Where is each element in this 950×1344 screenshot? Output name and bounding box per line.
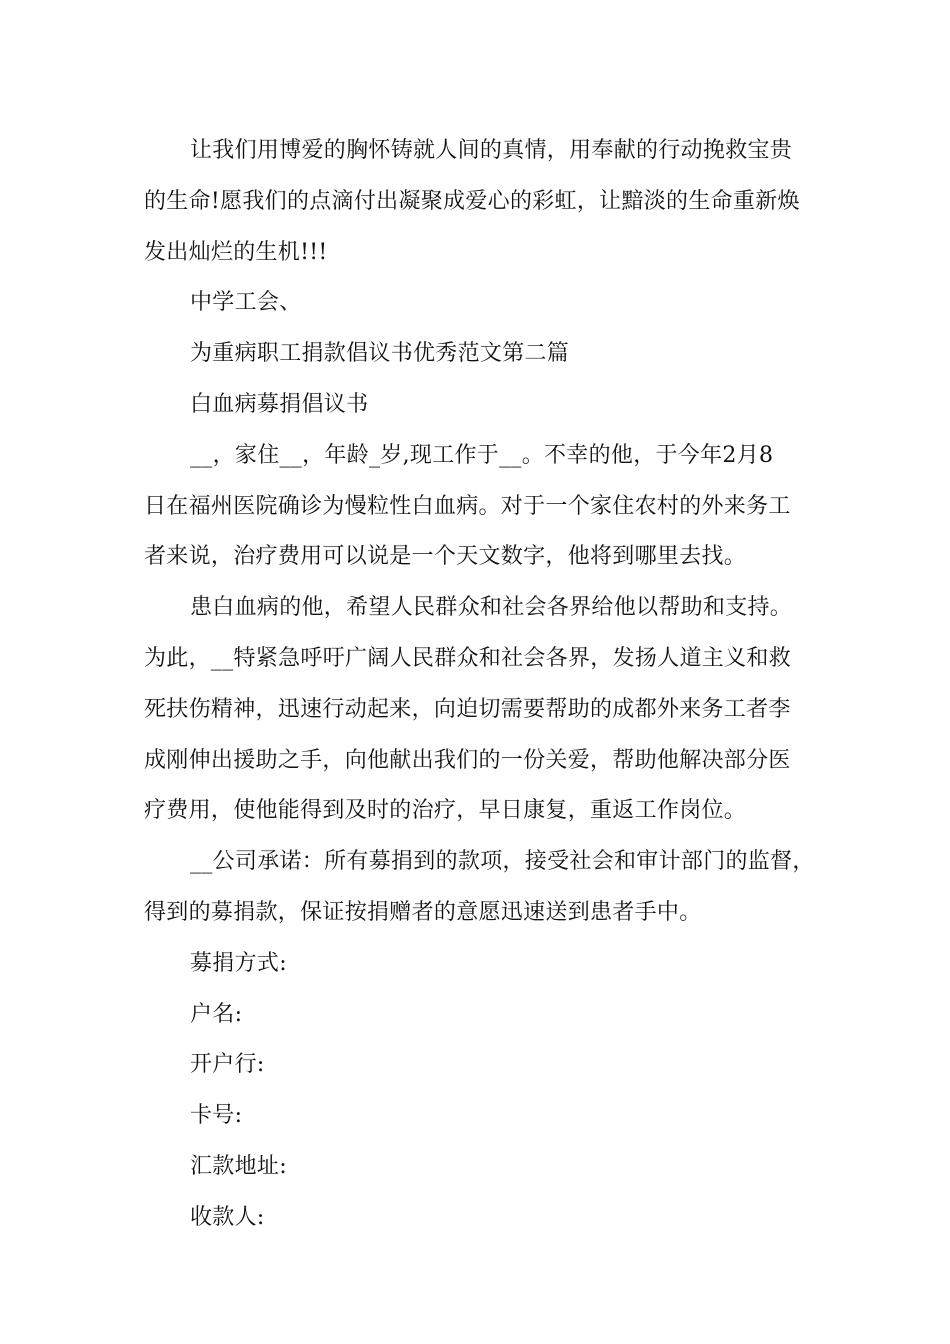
text-line: 募捐方式:: [190, 950, 287, 976]
text-line: 收款人:: [190, 1204, 265, 1230]
text-line: 得到的募捐款，保证按捐赠者的意愿迅速送到患者手中。: [144, 899, 702, 925]
text-line: 患白血病的他，希望人民群众和社会各界给他以帮助和支持。: [190, 595, 793, 621]
text-line: 汇款地址:: [190, 1153, 287, 1179]
text-line: __，家住__，年龄_岁,现工作于__。不幸的他，于今年2月8: [190, 442, 774, 468]
text-line: 为此，__特紧急呼吁广阔人民群众和社会各界，发扬人道主义和救: [144, 645, 792, 671]
text-line: 卡号:: [190, 1103, 243, 1129]
text-line: 成刚伸出援助之手，向他献出我们的一份关爱，帮助他解决部分医: [144, 747, 791, 773]
text-line: 日在福州医院确诊为慢粒性白血病。对于一个家住农村的外来务工: [144, 493, 791, 519]
text-line: 开户行:: [190, 1052, 265, 1078]
text-line: 白血病募捐倡议书: [190, 391, 369, 417]
text-line: 发出灿烂的生机!!!: [144, 239, 328, 265]
text-line: 疗费用，使他能得到及时的治疗，早日康复，重返工作岗位。: [144, 798, 747, 824]
text-line: 中学工会、: [190, 290, 302, 316]
text-line: __公司承诺：所有募捐到的款项，接受社会和审计部门的监督，: [190, 849, 815, 875]
text-line: 为重病职工捐款倡议书优秀范文第二篇: [190, 341, 570, 367]
text-line: 者来说，治疗费用可以说是一个天文数字，他将到哪里去找。: [144, 544, 747, 570]
document-body: [144, 126, 814, 1244]
text-line: 让我们用博爱的胸怀铸就人间的真情，用奉献的行动挽救宝贵: [190, 138, 793, 163]
text-line: 户名:: [190, 1001, 243, 1027]
text-line: 死扶伤精神，迅速行动起来，向迫切需要帮助的成都外来务工者李: [144, 696, 791, 722]
text-line: 的生命!愿我们的点滴付出凝聚成爱心的彩虹，让黯淡的生命重新焕: [144, 188, 800, 214]
